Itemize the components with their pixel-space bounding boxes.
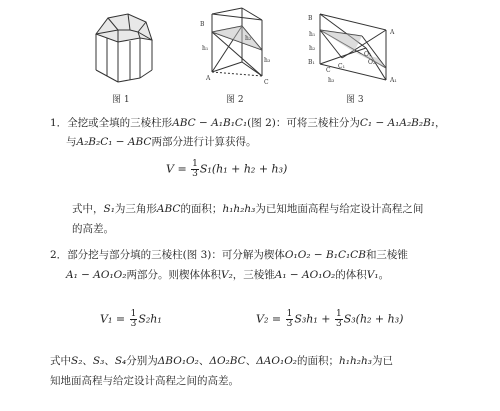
section2-formula1-rhs: S₂h₁ bbox=[138, 312, 162, 326]
section2-formula-1 bbox=[100, 310, 162, 329]
section2-where-t3: ΔAO₁O₂ bbox=[256, 355, 298, 367]
section1-line2-b: 两部分进行计算获得。 bbox=[151, 136, 257, 148]
section2-line1 bbox=[50, 248, 408, 262]
section2-formula1-lhs: V₁ = bbox=[100, 312, 129, 326]
section1-where-e: 的高差。 bbox=[72, 223, 114, 235]
section1-line2-math: A₂B₂C₁ − ABC bbox=[76, 136, 152, 148]
section2-formula2-frac2 bbox=[335, 310, 343, 329]
figure-1-crystal bbox=[90, 8, 160, 88]
section1-formula bbox=[166, 160, 287, 179]
figure-2-caption: 图 2 bbox=[226, 95, 244, 105]
section1-number: 1． bbox=[50, 117, 68, 129]
section1-formula-num: 1 bbox=[192, 159, 198, 169]
fig3-label-c: C bbox=[326, 67, 331, 74]
section2-formula2-num2: 1 bbox=[335, 309, 342, 319]
fig3-label-b: B bbox=[308, 15, 313, 22]
fig3-label-h3: h₃ bbox=[328, 77, 335, 84]
fig2-label-c: C bbox=[264, 79, 269, 86]
section2-where-sep4: 、 bbox=[245, 355, 257, 367]
section2-text-a: 部分挖与部分填的三棱柱(图 3)：可分解为楔体 bbox=[67, 249, 285, 261]
section2-line2-d: 。 bbox=[378, 269, 390, 281]
section2-formula1-frac bbox=[130, 310, 138, 329]
figure-3-prism bbox=[306, 8, 402, 86]
section2-formula2-frac1 bbox=[286, 310, 294, 329]
section2-where-h: h₁h₂h₃ bbox=[339, 355, 372, 367]
section1-where-b: 为三角形 bbox=[114, 203, 157, 215]
section2-number: 2． bbox=[50, 249, 68, 261]
figure-2-prism bbox=[200, 6, 280, 86]
section2-line2-a: 两部分。则楔体体积 bbox=[126, 269, 221, 281]
fig2-label-b: B bbox=[200, 21, 205, 28]
section1-math-a: ABC − A₁B₁C₁ bbox=[172, 117, 248, 129]
section2-formula1-num: 1 bbox=[130, 309, 137, 319]
section2-where-s3: S₃ bbox=[92, 355, 105, 367]
section2-line2 bbox=[66, 268, 389, 282]
section2-formula1-den: 3 bbox=[130, 319, 137, 329]
section1-formula-rhs: S₁(h₁ + h₂ + h₃) bbox=[199, 162, 288, 176]
section2-where-line2 bbox=[50, 374, 239, 388]
section1-text-a: 全挖或全填的三棱柱形 bbox=[67, 117, 173, 129]
section2-formula2-rhs: S₃(h₂ + h₃) bbox=[343, 312, 404, 326]
section2-where-e: 知地面高程与给定设计高程之间的高差。 bbox=[50, 375, 239, 387]
section1-where-abc: ABC bbox=[156, 203, 181, 215]
section2-where-d: 为已 bbox=[371, 355, 393, 367]
section2-line2-math-a: A₁ − AO₁O₂ bbox=[66, 269, 127, 281]
section1-line2 bbox=[66, 135, 256, 149]
section1-where-c: 的面积； bbox=[180, 203, 223, 215]
section2-where-sep2: 、 bbox=[104, 355, 115, 367]
fig2-label-h2: h₂ bbox=[245, 35, 252, 42]
section1-formula-frac bbox=[191, 160, 199, 179]
section2-text-b: 和三棱锥 bbox=[365, 249, 408, 261]
fig3-label-o1: O₁ bbox=[364, 51, 372, 58]
fig3-label-o2: O₂ bbox=[368, 59, 376, 66]
fig3-label-b1: B₁ bbox=[308, 59, 315, 66]
section2-formula2-num1: 1 bbox=[286, 309, 293, 319]
section1-where-h: h₁h₂h₃ bbox=[222, 203, 256, 215]
section2-math-a: O₁O₂ − B₁C₁CB bbox=[284, 249, 366, 261]
section2-formula2-lhs: V₂ = bbox=[256, 312, 285, 326]
section2-where-sep1: 、 bbox=[82, 355, 93, 367]
section2-where-b: 分别为 bbox=[126, 355, 158, 367]
figure-3-caption: 图 3 bbox=[346, 95, 364, 105]
section2-line2-v1: V₁ bbox=[366, 269, 379, 281]
fig3-label-a1: A₁ bbox=[390, 77, 397, 84]
section2-where-s4: S₄ bbox=[114, 355, 127, 367]
fig3-label-h1: h₁ bbox=[309, 31, 316, 38]
section1-formula-lhs: V = bbox=[166, 162, 191, 176]
section1-line1 bbox=[50, 116, 446, 130]
section2-where-line1 bbox=[50, 354, 393, 368]
section1-where-line2 bbox=[72, 222, 114, 236]
fig3-label-h2: h₂ bbox=[309, 45, 316, 52]
section2-formula2-mid: S₃h₁ + bbox=[294, 312, 334, 326]
section2-where-s2: S₂ bbox=[71, 355, 83, 367]
section1-math-b: C₁ − A₁A₂B₂B₁ bbox=[359, 117, 436, 129]
fig2-label-h3: h₃ bbox=[264, 57, 271, 64]
section2-where-a: 式中 bbox=[50, 355, 71, 367]
fig3-label-c1: C₁ bbox=[338, 63, 345, 70]
section1-line2-a: 与 bbox=[66, 136, 77, 148]
section2-formula2-den1: 3 bbox=[286, 319, 293, 329]
section2-formula-2 bbox=[256, 310, 403, 329]
section1-text-c: ， bbox=[435, 117, 446, 129]
section2-formula2-den2: 3 bbox=[335, 319, 342, 329]
section1-where-line1 bbox=[72, 202, 423, 216]
section2-where-t1: ΔBO₁O₂ bbox=[157, 355, 199, 367]
fig3-label-a: A bbox=[390, 29, 395, 36]
section1-where-a: 式中， bbox=[72, 203, 104, 215]
section2-line2-math-b: A₁ − AO₁O₂ bbox=[274, 269, 336, 281]
section1-text-b: (图 2)：可将三棱柱分为 bbox=[247, 117, 360, 129]
section1-where-s: S₁ bbox=[103, 203, 115, 215]
fig2-label-h1: h₁ bbox=[202, 45, 209, 52]
section2-line2-c: 的体积 bbox=[335, 269, 367, 281]
section2-where-t2: ΔO₂BC bbox=[209, 355, 246, 367]
figure-1-caption: 图 1 bbox=[112, 95, 130, 105]
section2-where-sep3: 、 bbox=[198, 355, 210, 367]
fig2-label-a: A bbox=[206, 75, 211, 82]
section2-line2-b: ，三棱锥 bbox=[232, 269, 275, 281]
section2-where-c: 的面积； bbox=[297, 355, 340, 367]
section1-formula-den: 3 bbox=[192, 169, 198, 179]
section1-where-d: 为已知地面高程与给定设计高程之间 bbox=[255, 203, 424, 215]
section2-line2-v: V₂ bbox=[220, 269, 233, 281]
